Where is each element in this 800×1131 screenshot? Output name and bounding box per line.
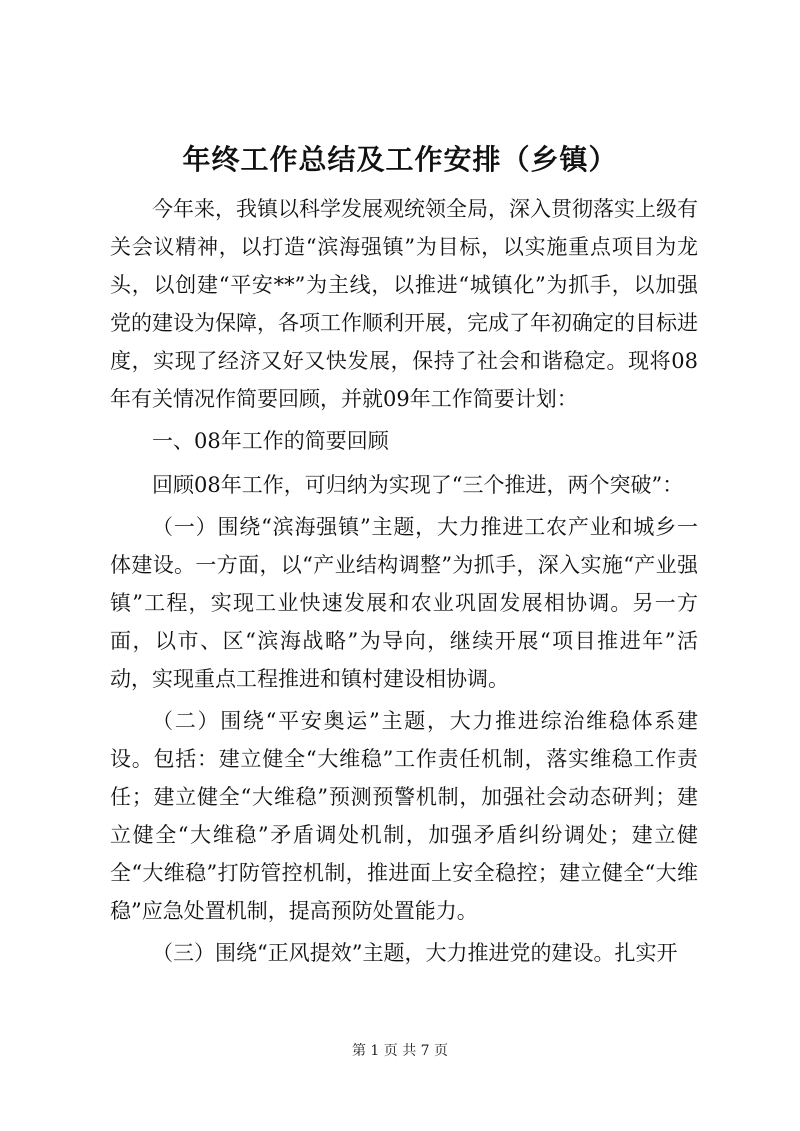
paragraph-summary: 回顾08年工作，可归纳为实现了“三个推进，两个突破”：	[152, 473, 684, 497]
document-title: 年终工作总结及工作安排（乡镇）	[182, 143, 618, 176]
document-body	[110, 190, 698, 976]
section-heading: 一、08年工作的简要回顾	[152, 429, 389, 453]
paragraph-item-3: （三）围绕“正风提效”主题，大力推进党的建设。扎实开	[152, 941, 678, 965]
paragraph-item-2: （二）围绕“平安奥运”主题，大力推进综治维稳体系建设。包括：建立健全“大维稳”工作责任机制，落实维稳工作责任；建立健全“大维稳”预测预警机制，加强社会动态研判；建立健全“大维稳”矛盾调处机制，加强矛盾纠纷调处；建立健全“大维稳”打防管控机制，推进面上安全稳控；建立健全“大维稳”应急处置机制，提高预防处置能力。	[110, 709, 698, 923]
paragraph-item-1: （一）围绕“滨海强镇”主题，大力推进工农产业和城乡一体建设。一方面，以“产业结构调整”为抓手，深入实施“产业强镇”工程，实现工业快速发展和农业巩固发展相协调。另一方面，以市、区“滨海战略”为导向，继续开展“项目推进年”活动，实现重点工程推进和镇村建设相协调。	[110, 515, 698, 691]
paragraph-intro: 今年来，我镇以科学发展观统领全局，深入贯彻落实上级有关会议精神，以打造“滨海强镇”为目标，以实施重点项目为龙头，以创建“平安**”为主线，以推进“城镇化”为抓手，以加强党的建设为保障，各项工作顺利开展，完成了年初确定的目标进度，实现了经济又好又快发展，保持了社会和谐稳定。现将08年有关情况作简要回顾，并就09年工作简要计划：	[110, 197, 698, 411]
page-footer: 第 1 页 共 7 页	[351, 1043, 449, 1059]
